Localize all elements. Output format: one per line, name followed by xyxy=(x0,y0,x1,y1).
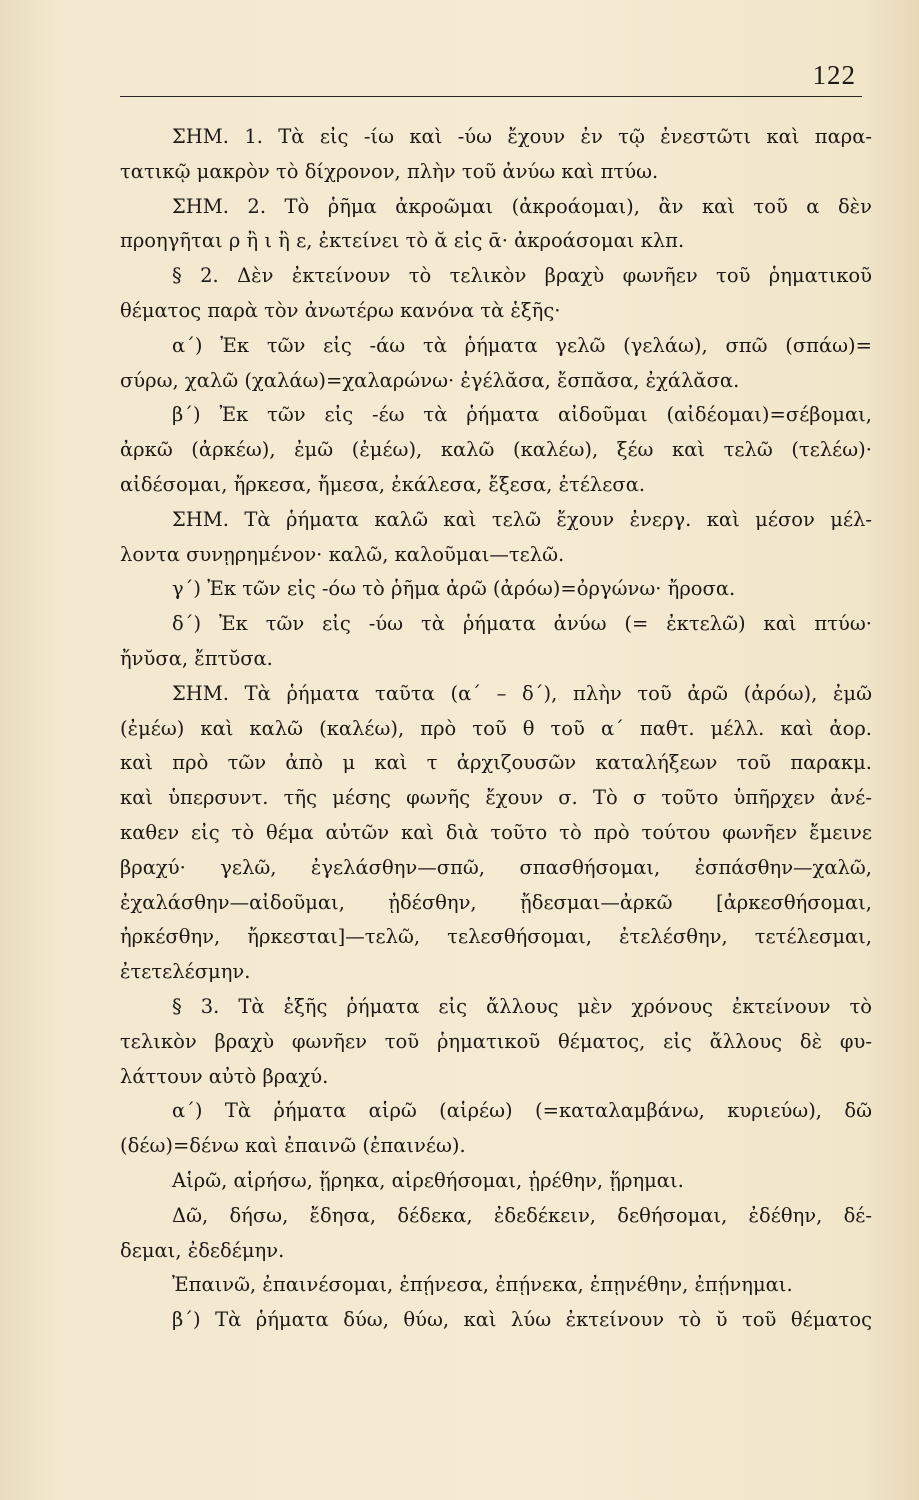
page-body xyxy=(120,120,872,1338)
text-line: θέματος παρὰ τὸν ἀνωτέρω κανόνα τὰ ἑξῆς· xyxy=(120,298,561,322)
text-line: (ἐμέω) καὶ καλῶ (καλέω), πρὸ τοῦ θ τοῦ α΄ παθτ. μέλλ. καὶ ἀορ. xyxy=(120,716,872,740)
text-line: § 3. Τὰ ἑξῆς ῥήματα εἰς ἄλλους μὲν χρόνους ἐκτείνουν τὸ xyxy=(172,994,872,1018)
text-line: Αἱρῶ, αἱρήσω, ᾕρηκα, αἱρεθήσομαι, ᾑρέθην, ᾕρημαι. xyxy=(172,1168,684,1192)
text-line: βραχύ· γελῶ, ἐγελάσθην—σπῶ, σπασθήσομαι, ἐσπάσθην—χαλῶ, xyxy=(120,855,872,879)
text-line: ἀρκῶ (ἀρκέω), ἐμῶ (ἐμέω), καλῶ (καλέω), ξέω καὶ τελῶ (τελέω)· xyxy=(120,438,872,462)
text-line: β΄) Ἐκ τῶν εἰς -έω τὰ ῥήματα αἰδοῦμαι (αἰδέομαι)=σέβομαι, xyxy=(172,403,872,427)
text-line: ἠρκέσθην, ἤρκεσται]—τελῶ, τελεσθήσομαι, ἐτελέσθην, τετέλεσμαι, xyxy=(120,925,872,949)
text-line: ἤνῠσα, ἔπτῠσα. xyxy=(120,646,273,670)
text-line: προηγῆται ρ ἢ ι ἢ ε, ἐκτείνει τὸ ᾰ εἰς ᾱ· ἀκροάσομαι κλπ. xyxy=(120,229,685,253)
text-line: (δέω)=δένω καὶ ἐπαινῶ (ἐπαινέω). xyxy=(120,1134,466,1158)
text-line: λοντα συνῃρημένον· καλῶ, καλοῦμαι—τελῶ. xyxy=(120,542,565,566)
text-line: ΣΗΜ. Τὰ ῥήματα καλῶ καὶ τελῶ ἔχουν ἐνεργ. καὶ μέσον μέλ- xyxy=(172,507,872,531)
text-line: α΄) Ἐκ τῶν εἰς -άω τὰ ῥήματα γελῶ (γελάω), σπῶ (σπάω)= xyxy=(172,333,872,357)
text-line: γ΄) Ἐκ τῶν εἰς -όω τὸ ῥῆμα ἀρῶ (ἀρόω)=ὀργώνω· ἤροσα. xyxy=(172,577,736,601)
text-line: λάττουν αὐτὸ βραχύ. xyxy=(120,1064,329,1088)
text-line: σύρω, χαλῶ (χαλάω)=χαλαρώνω· ἐγέλᾰσα, ἔσπᾰσα, ἐχάλᾰσα. xyxy=(120,368,740,392)
text-line: τελικὸν βραχὺ φωνῆεν τοῦ ῥηματικοῦ θέματος, εἰς ἄλλους δὲ φυ- xyxy=(120,1029,872,1053)
text-line: ἐτετελέσμην. xyxy=(120,960,251,984)
text-line: β΄) Τὰ ῥήματα δύω, θύω, καὶ λύω ἐκτείνουν τὸ ῠ τοῦ θέματος xyxy=(172,1308,872,1332)
header-rule xyxy=(120,96,862,97)
text-line: καὶ πρὸ τῶν ἀπὸ μ καὶ τ ἀρχιζουσῶν καταλήξεων τοῦ παρακμ. xyxy=(120,751,872,775)
text-line: Δῶ, δήσω, ἔδησα, δέδεκα, ἐδεδέκειν, δεθήσομαι, ἐδέθην, δέ- xyxy=(172,1203,872,1227)
text-line: δ΄) Ἐκ τῶν εἰς -ύω τὰ ῥήματα ἀνύω (= ἐκτελῶ) καὶ πτύω· xyxy=(172,612,872,636)
text-line: ἐχαλάσθην—αἰδοῦμαι, ᾐδέσθην, ᾔδεσμαι—ἀρκῶ [ἀρκεσθήσομαι, xyxy=(120,890,872,914)
text-line: τατικῷ μακρὸν τὸ δίχρονον, πλὴν τοῦ ἀνύω καὶ πτύω. xyxy=(120,159,659,183)
page-number: 122 xyxy=(812,60,856,90)
text-line: καὶ ὑπερσυντ. τῆς μέσης φωνῆς ἔχουν σ. Τὸ σ τοῦτο ὑπῆρχεν ἀνέ- xyxy=(120,786,872,810)
text-line: ΣΗΜ. 2. Τὸ ῥῆμα ἀκροῶμαι (ἀκροάομαι), ἂν καὶ τοῦ α δὲν xyxy=(172,194,872,218)
text-line: ΣΗΜ. 1. Τὰ εἰς -ίω καὶ -ύω ἔχουν ἐν τῷ ἐνεστῶτι καὶ παρα- xyxy=(172,125,872,148)
text-line: Ἐπαινῶ, ἐπαινέσομαι, ἐπῄνεσα, ἐπῄνεκα, ἐπῃνέθην, ἐπῄνημαι. xyxy=(172,1273,793,1297)
text-line: καθεν εἰς τὸ θέμα αὐτῶν καὶ διὰ τοῦτο τὸ πρὸ τούτου φωνῆεν ἔμεινε xyxy=(120,820,872,844)
text-line: α΄) Τὰ ῥήματα αἱρῶ (αἱρέω) (=καταλαμβάνω, κυριεύω), δῶ xyxy=(172,1099,872,1123)
text-line: § 2. Δὲν ἐκτείνουν τὸ τελικὸν βραχὺ φωνῆεν τοῦ ῥηματικοῦ xyxy=(172,264,872,288)
text-line: αἰδέσομαι, ἤρκεσα, ἤμεσα, ἐκάλεσα, ἔξεσα, ἐτέλεσα. xyxy=(120,472,646,496)
text-line: δεμαι, ἐδεδέμην. xyxy=(120,1238,285,1262)
text-line: ΣΗΜ. Τὰ ῥήματα ταῦτα (α΄ – δ΄), πλὴν τοῦ ἀρῶ (ἀρόω), ἐμῶ xyxy=(172,681,872,705)
page-header xyxy=(120,58,862,102)
